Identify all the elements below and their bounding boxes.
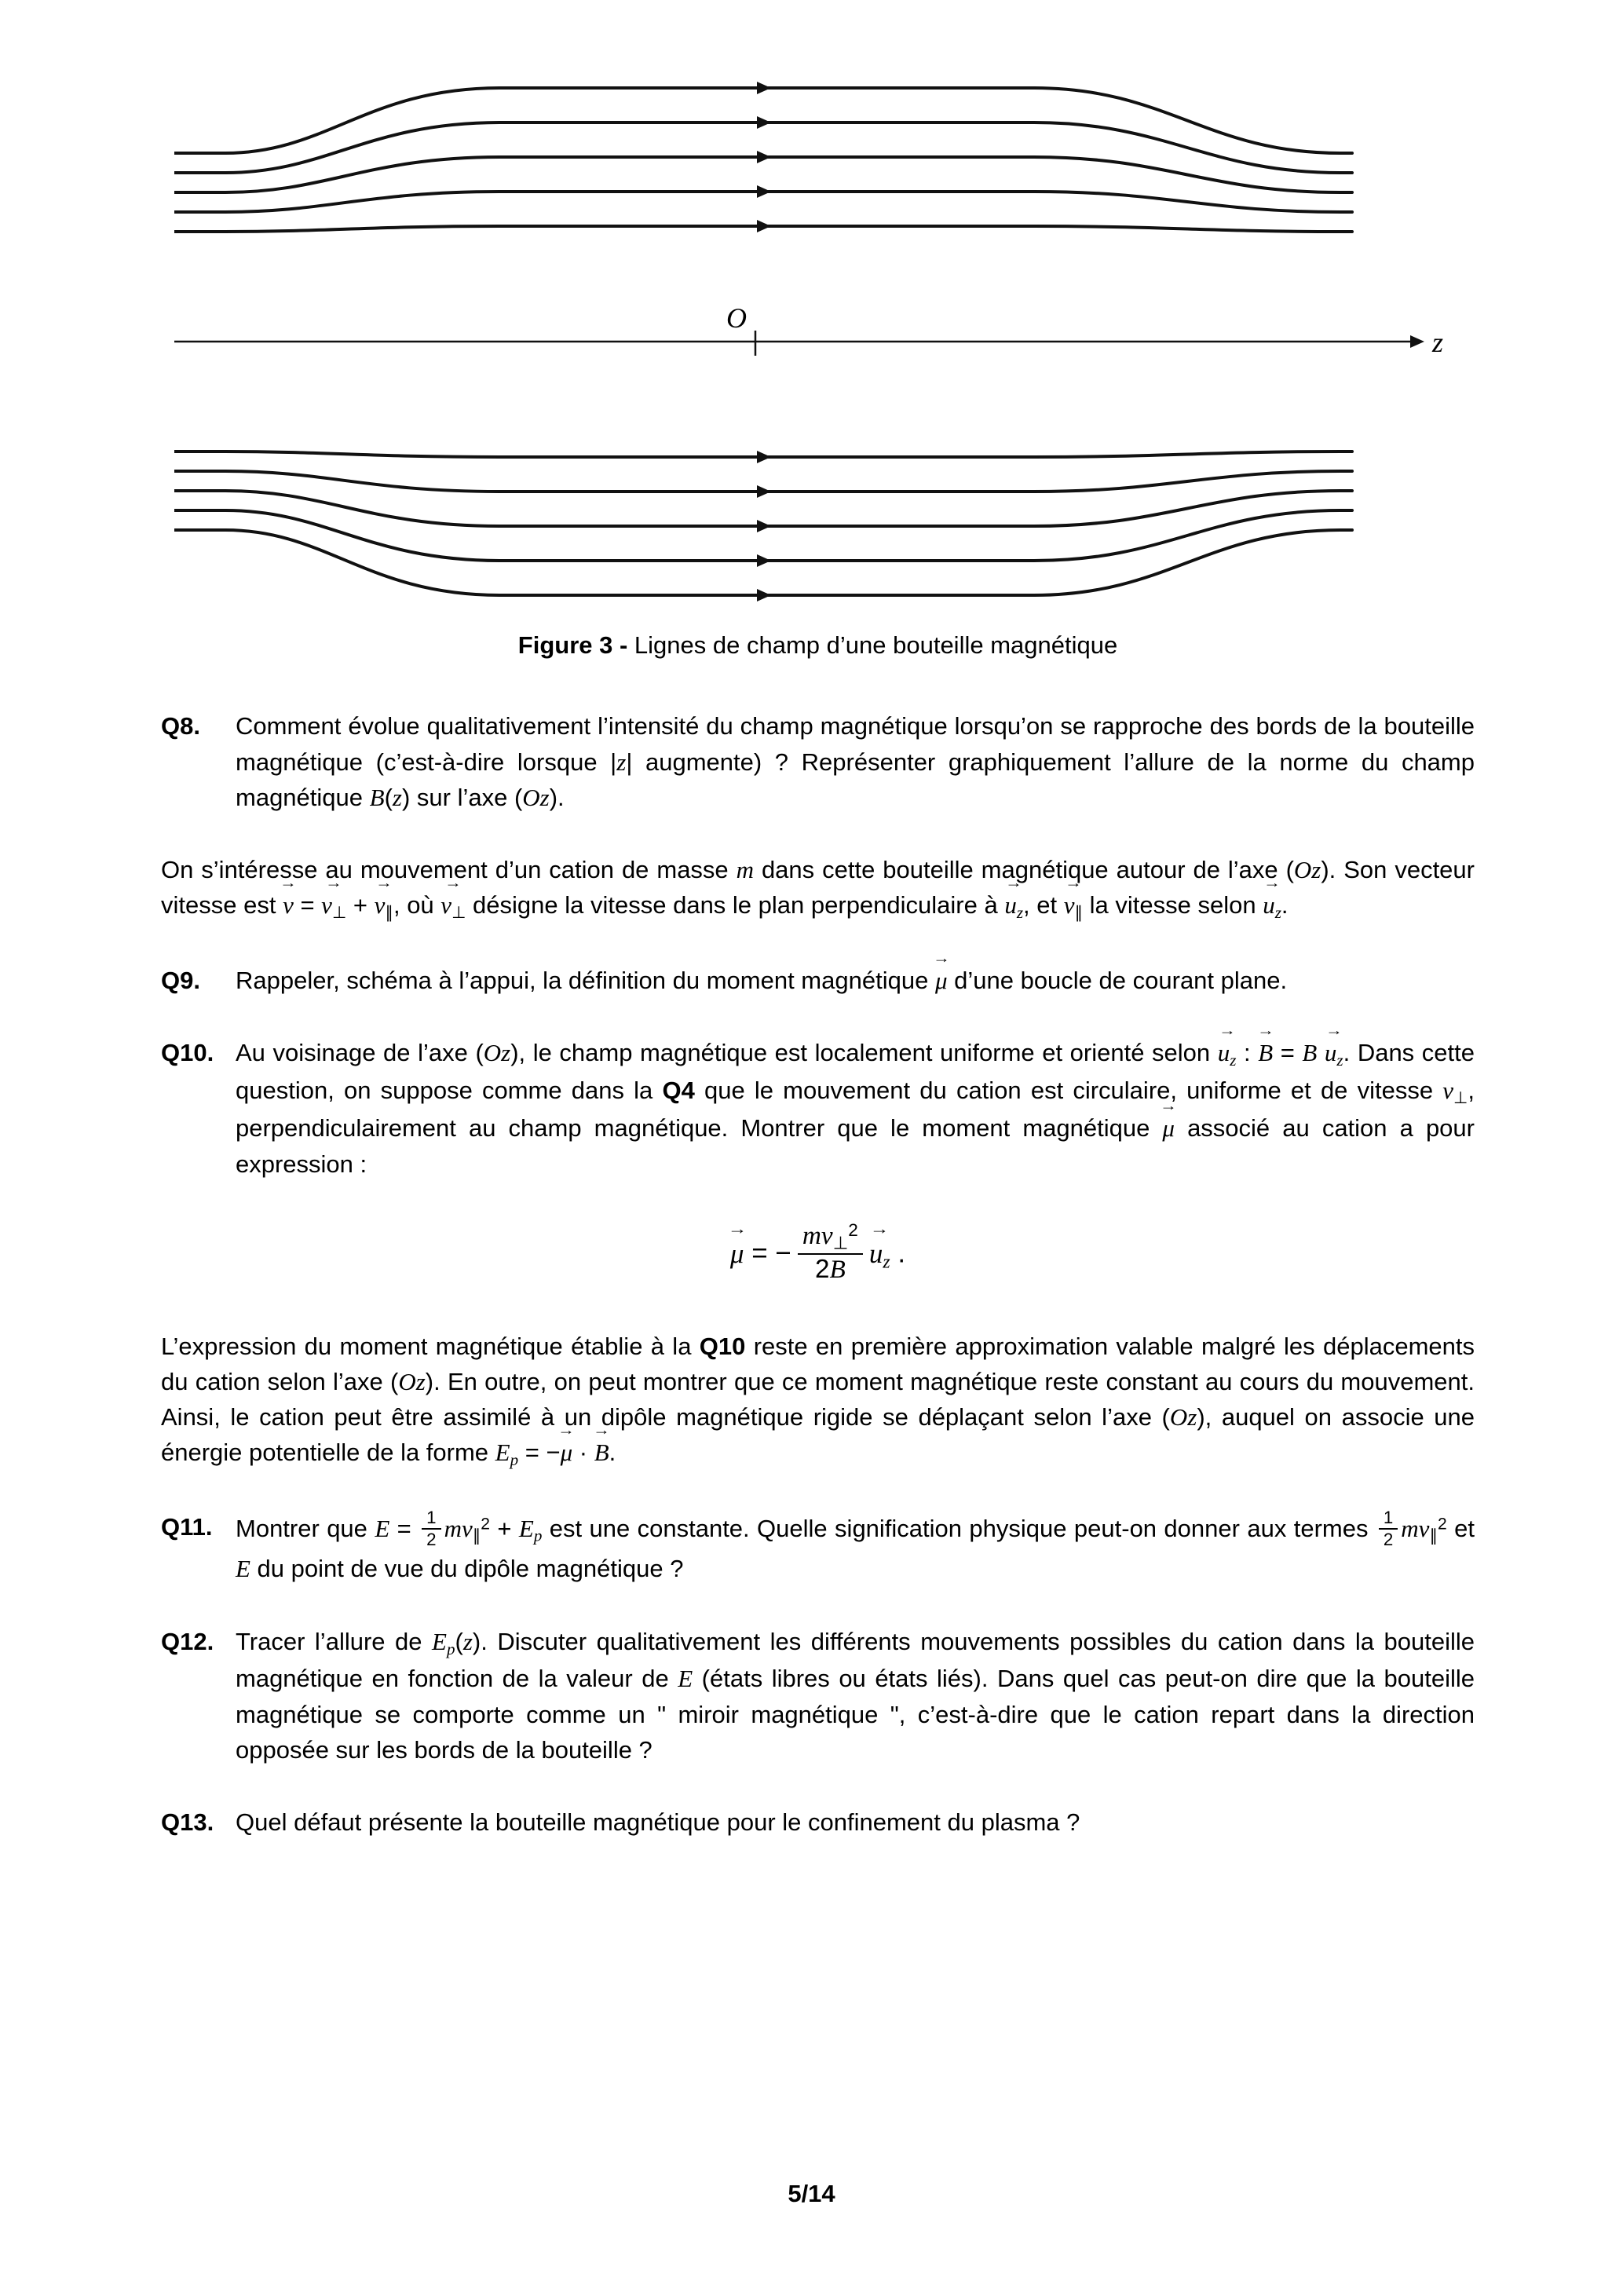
question-q8 [161,708,1475,815]
question-q13 [161,1804,1475,1840]
figure-caption-number: Figure 3 - [517,631,628,659]
arrowhead [757,116,771,129]
paragraph-cation-intro: On s’intéresse au mouvement d’un cation de masse m dans cette bouteille magnétique autour de l’axe (Oz). Son vecteur vitesse est v → = $v_\perp$ → + $v_\parallel$ →, où $v_\perp$ → désigne la vitesse dans le plan perpendiculaire à $u_z$ →, et $v_\parallel$ → la vitesse selon $u_z$ →. [161,852,1475,926]
arrowhead [757,589,771,601]
figure-caption-text: Lignes de champ d’une bouteille magnétique [627,631,1118,659]
arrowhead [757,554,771,567]
formula-magnetic-moment: μ → = − $\frac{mv_\perp^2}{2B}$ $u_z$ → . [161,1223,1475,1288]
question-label: Q11. [161,1513,213,1541]
field-line [174,157,1352,192]
arrowhead [757,485,771,498]
arrowhead [757,151,771,163]
question-text: Rappeler, schéma à l’appui, la définition du moment magnétique μ → d’une boucle de courant plane. [236,963,1475,998]
arrowhead [757,185,771,198]
question-label: Q10. [161,1039,214,1067]
question-text: Tracer l’allure de $E_p(z)$. Discuter qualitativement les différents mouvements possibles du cation dans la bouteille magnétique en fonction de la valeur de E (états libres ou états liés). Dans quel cas peut-on dire que la bouteille magnétique se comporte comme un " miroir magnétique ", c’est-à-dire que le cation repart dans la direction opposée sur les bords de la bouteille ? [236,1627,1475,1764]
z-axis-arrowhead [1410,335,1424,348]
field-line [174,510,1352,561]
question-text: Montrer que E = $\frac{1}{2}$ $mv_\parallel^2 + E_p$ est une constante. Quelle signification physique peut-on donner aux termes $\frac{1}{2}$ $mv_\parallel^2$ et E du point de vue du dipôle magnétique ? [236,1507,1475,1583]
figure-caption [161,627,1475,663]
figure-3 [161,67,1475,663]
question-label: Q8. [161,712,200,740]
question-text: Quel défaut présente la bouteille magnétique pour le confinement du plasma ? [236,1808,1080,1837]
magnetic-bottle-diagram [174,67,1462,609]
z-axis [174,331,1413,356]
questions-section [161,708,1475,1840]
arrowhead [757,520,771,532]
question-text: Au voisinage de l’axe (Oz), le champ magnétique est localement uniforme et orienté selon $u_z$ → : B → = B $u_z$ →. Dans cette question, on suppose comme dans la Q4 que le mouvement du cation est circulaire, uniforme et de vitesse $v_\perp$, perpendiculairement au champ magnétique. Montrer que le moment magnétique μ → associé au cation a pour expression : [236,1035,1475,1182]
question-text: Comment évolue qualitativement l’intensité du champ magnétique lorsqu’on se rapproche des bords de la bouteille magnétique (c’est-à-dire lorsque |z| augmente) ? Représenter graphiquement l’allure de la norme du champ magnétique B(z) sur l’axe (Oz). [236,712,1475,811]
question-q9 [161,963,1475,998]
field-line [174,491,1352,526]
question-q10 [161,1035,1475,1182]
arrowhead [757,82,771,94]
field-line [174,122,1352,173]
question-label: Q9. [161,966,200,994]
origin-label: O [726,302,747,334]
arrowhead [757,451,771,463]
arrowhead [757,220,771,232]
question-q12 [161,1624,1475,1768]
page-number: 5/14 [788,2179,835,2207]
question-label: Q13. [161,1808,214,1837]
question-label: Q12. [161,1627,214,1655]
z-axis-label: z [1431,327,1443,358]
question-q11 [161,1509,1475,1587]
paragraph-dipole-energy: L’expression du moment magnétique établie à la Q10 reste en première approximation valable malgré les déplacements du cation selon l’axe (Oz). En outre, on peut montrer que ce moment magnétique reste constant au cours du mouvement. Ainsi, le cation peut être assimilé à un dipôle magnétique rigide se déplaçant selon l’axe (Oz), auquel on associe une énergie potentielle de la forme $E_p = -\mu$ → · B →. [161,1329,1475,1472]
